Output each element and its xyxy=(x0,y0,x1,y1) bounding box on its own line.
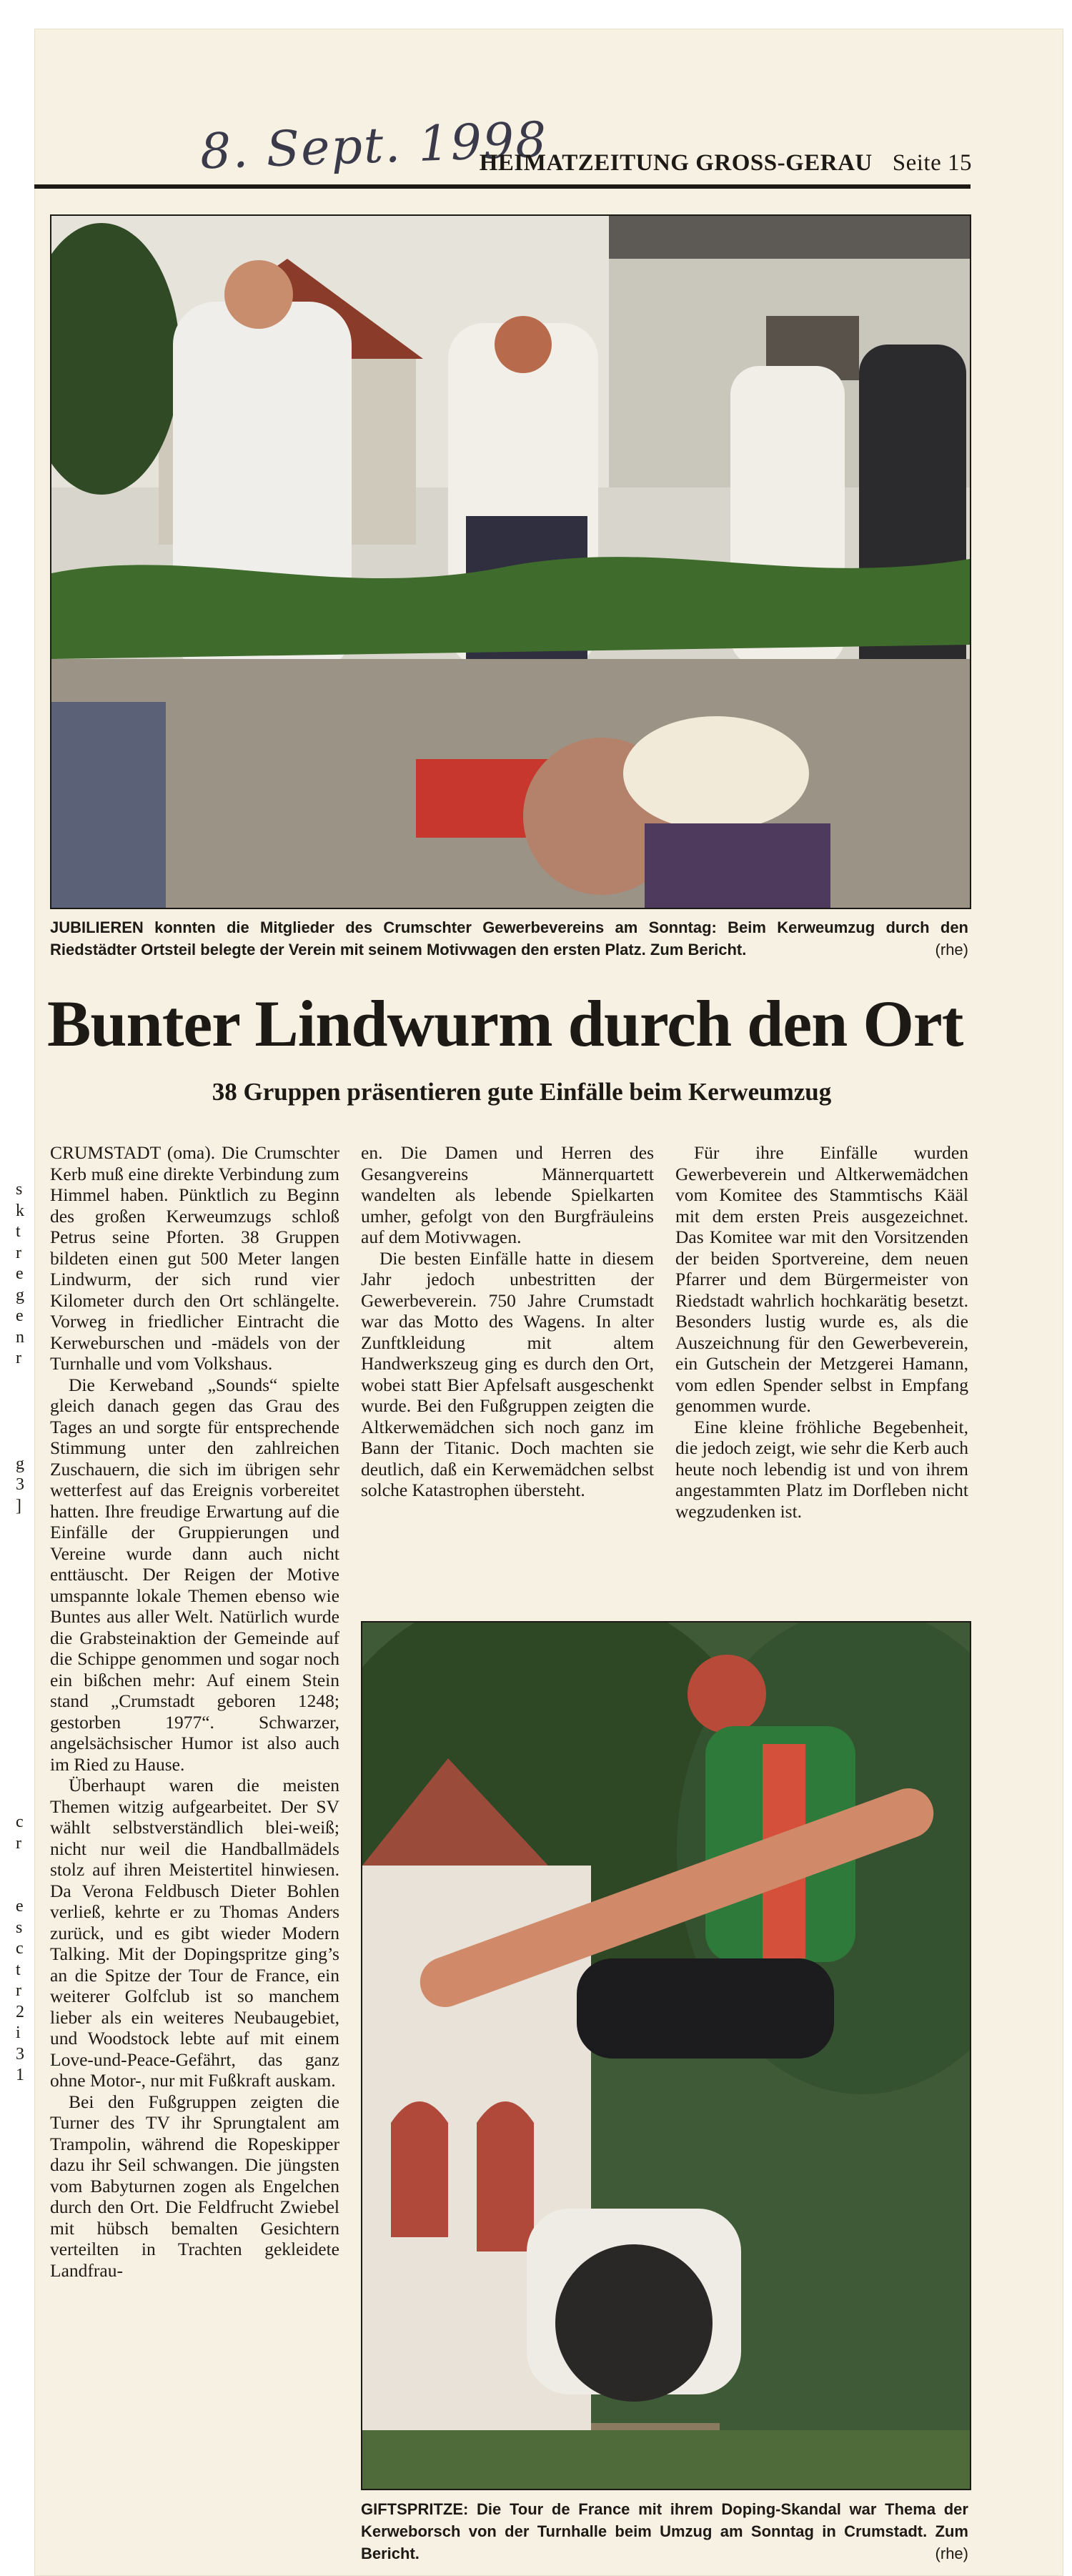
caption-lead: JUBILIEREN xyxy=(50,918,144,936)
margin-letter: r xyxy=(16,1833,21,1853)
photo-credit: (rhe) xyxy=(935,941,968,958)
page-header xyxy=(480,150,972,177)
margin-letter xyxy=(16,1601,30,1623)
margin-letter xyxy=(16,1685,30,1707)
bottom-photo-caption xyxy=(361,2498,968,2565)
margin-letter xyxy=(16,1728,30,1749)
margin-letter: s xyxy=(16,1180,23,1199)
header-rule xyxy=(34,184,971,189)
margin-letter xyxy=(16,1791,30,1813)
top-photo xyxy=(50,214,971,909)
margin-letter xyxy=(16,2171,30,2192)
margin-letter xyxy=(16,2318,30,2339)
margin-letter: r xyxy=(16,1349,21,1367)
margin-letter xyxy=(16,2149,30,2171)
margin-letter xyxy=(16,2213,30,2234)
caption-text: Die Tour de France mit ihrem Doping-Skandal war Thema der Kerweborsch von der Turnhalle beim Umzug am Sonntag in Crumstadt. Zum Bericht. xyxy=(361,2500,968,2562)
page-number: Seite 15 xyxy=(892,150,972,176)
margin-letter xyxy=(16,1770,30,1791)
margin-letter xyxy=(16,1623,30,1644)
handwritten-date: 8. Sept. 1998 xyxy=(199,112,549,181)
margin-letter: e xyxy=(16,1264,24,1283)
margin-letter: 2 xyxy=(16,2002,24,2021)
margin-letter xyxy=(16,1412,30,1433)
margin-letter xyxy=(16,1517,30,1538)
margin-letter: e xyxy=(16,1307,24,1325)
margin-letter xyxy=(16,2297,30,2319)
margin-letter xyxy=(16,2255,30,2277)
newspaper-name: HEIMATZEITUNG GROSS-GERAU xyxy=(479,150,873,176)
margin-letter xyxy=(16,1559,30,1580)
paragraph: Eine kleine fröhliche Begebenheit, die jedoch zeigt, wie sehr die Kerb auch heute noch lebendig ist und von ihrem angestammten Platz im Dorfleben nicht wegzudenken ist. xyxy=(675,1416,968,1522)
article-subhead: 38 Gruppen präsentieren gute Einfälle beim Kerweumzug xyxy=(212,1078,832,1106)
margin-letter xyxy=(16,1369,30,1391)
margin-letter xyxy=(16,1580,30,1602)
margin-letter: ] xyxy=(16,1496,21,1515)
margin-letter: r xyxy=(16,1243,21,1262)
paragraph: en. Die Damen und Herren des Gesangvereins Männerquartett wandelten als lebende Spielkarten umher, gefolgt von den Burgfräuleins auf dem Motivwagen. xyxy=(361,1142,654,1247)
margin-letter: g xyxy=(16,1285,24,1304)
paragraph: Bei den Fußgruppen zeigten die Turner des TV ihr Sprungtalent am Trampolin, während die Ropeskipper dazu ihr Seil schwangen. Die jüngsten vom Babyturnen zogen als Engelchen durch den Ort. Die Feldfrucht Zwiebel mit hübsch bemalten Gesichtern verteilten in Trachten gekleidete Landfrau- xyxy=(50,2091,339,2281)
margin-letter xyxy=(16,2107,30,2129)
margin-letter xyxy=(16,2276,30,2297)
margin-letter xyxy=(16,1707,30,1728)
margin-letter xyxy=(16,1876,30,1897)
margin-letter: t xyxy=(16,1222,21,1241)
margin-letter: e xyxy=(16,1897,24,1916)
margin-letter xyxy=(16,1390,30,1412)
bottom-photo xyxy=(361,1621,971,2490)
paragraph: CRUMSTADT (oma). Die Crumschter Kerb muß eine direkte Verbindung zum Himmel haben. Pünktlich zu Beginn des großen Kerweumzugs schloß Petrus seine Pforten. 38 Gruppen bildeten einen gut 500 Meter langen Lindwurm, der sich rund vier Kilometer durch den Ort schlängelte. Vorweg in friedlicher Eintracht die Kerweburschen und -mädels von der Turnhalle und vom Volkshaus. xyxy=(50,1142,339,1374)
margin-letter xyxy=(16,1643,30,1665)
margin-letter: 3 xyxy=(16,1475,24,1494)
margin-letter xyxy=(16,1665,30,1686)
bottom-photo-image xyxy=(362,1623,970,2489)
margin-letter: n xyxy=(16,1327,24,1347)
paragraph: Überhaupt waren die meisten Themen witzig aufgearbeitet. Der SV wählt selbstverständlich blei-weiß; nicht nur weil die Handballmädels stolz auf ihren Meistertitel hinwiesen. Da Verona Feldbusch Dieter Bohlen verließ, kehrte er zu Thomas Anders zurück, und es gibt wieder Modern Talking. Mit der Dopingspritze ging’s an die Spitze der Tour de France, ein weiterer Golfclub ist so manchem lieber als ein weiteres Neubaugebiet, und Woodstock lebte auf mit einem Love-und-Peace-Gefährt, das ganz ohne Motor-, nur mit Fußkraft auskam. xyxy=(50,1775,339,2091)
caption-text: konnten die Mitglieder des Crumschter Gewerbevereins am Sonntag: Beim Kerweumzug durch den Riedstädter Ortsteil belegte der Verein mit seinem Motivwagen den ersten Platz. Zum Bericht. xyxy=(50,918,968,958)
margin-fragments xyxy=(16,1179,30,2339)
caption-lead: GIFTSPRITZE: xyxy=(361,2500,469,2518)
top-photo-image xyxy=(51,216,970,908)
article-column-3 xyxy=(675,1142,968,1522)
margin-letter: k xyxy=(16,1201,24,1220)
margin-letter xyxy=(16,1854,30,1876)
top-photo-caption xyxy=(50,916,968,961)
margin-letter: 3 xyxy=(16,2044,24,2064)
article-column-1 xyxy=(50,1142,339,2281)
margin-letter xyxy=(16,2234,30,2255)
paragraph: Für ihre Einfälle wurden Gewerbeverein und Altkerwemädchen vom Komitee des Stammtischs Kääl mit dem ersten Preis ausgezeichnet. Das Komitee war mit den Vorsitzenden der beiden Sportvereine, dem neuen Pfarrer und dem Bürgermeister von Riedstadt wahrlich hochkarätig besetzt. Besonders lustig wurde es, als die Auszeichnung für den Gewerbeverein, ein Gutschein der Metzgerei Hamann, vom edlen Spender selbst in Empfang genommen wurde. xyxy=(675,1142,968,1416)
photo-credit: (rhe) xyxy=(935,2545,968,2562)
margin-letter: c xyxy=(16,1813,24,1831)
margin-letter: t xyxy=(16,1960,21,1979)
paragraph: Die besten Einfälle hatte in diesem Jahr jedoch unbestritten der Gewerbeverein. 750 Jahre Crumstadt war das Motto des Wagens. In alter Zunftkleidung mit altem Handwerkszeug ging es durch den Ort, wobei statt Bier Apfelsaft ausgeschenkt wurde. Bei den Fußgruppen zeigten die Altkerwemädchen sich noch ganz im Bann der Titanic. Doch machten sie deutlich, daß ein Kerwemädchen selbst solche Katastrophen übersteht. xyxy=(361,1247,654,1500)
margin-letter: i xyxy=(16,2023,21,2042)
margin-letter xyxy=(16,1749,30,1770)
margin-letter xyxy=(16,2129,30,2150)
article-headline: Bunter Lindwurm durch den Ort xyxy=(47,987,963,1060)
margin-letter xyxy=(16,2086,30,2108)
margin-letter: r xyxy=(16,1981,21,2000)
article-column-2 xyxy=(361,1142,654,1501)
margin-letter xyxy=(16,1432,30,1454)
margin-letter: s xyxy=(16,1918,23,1937)
margin-letter: c xyxy=(16,1939,24,1958)
margin-letter xyxy=(16,1538,30,1560)
margin-letter xyxy=(16,2191,30,2213)
margin-letter: g xyxy=(16,1454,24,1473)
paragraph: Die Kerweband „Sounds“ spielte gleich danach gegen das Grau des Tages an und sorgte für entsprechende Stimmung unter den zahlreichen Zuschauern, die sich im übrigen sehr wetterfest auf das Ereignis vorbereitet hatten. Ihre freudige Erwartung auf die Einfälle der Gruppierungen und Vereine wurde dann auch nicht enttäuscht. Der Reigen der Motive umspannte lokale Themen ebenso wie Buntes aus aller Welt. Natürlich wurde die Grabsteinaktion der Gemeinde auf die Schippe genommen und sogar noch ein bißchen mehr: Auf einem Stein stand „Crumstadt geboren 1248; gestorben 1977“. Schwarzer, angelsächsischer Humor ist also auch im Ried zu Hause. xyxy=(50,1374,339,1775)
margin-letter: 1 xyxy=(16,2066,24,2084)
